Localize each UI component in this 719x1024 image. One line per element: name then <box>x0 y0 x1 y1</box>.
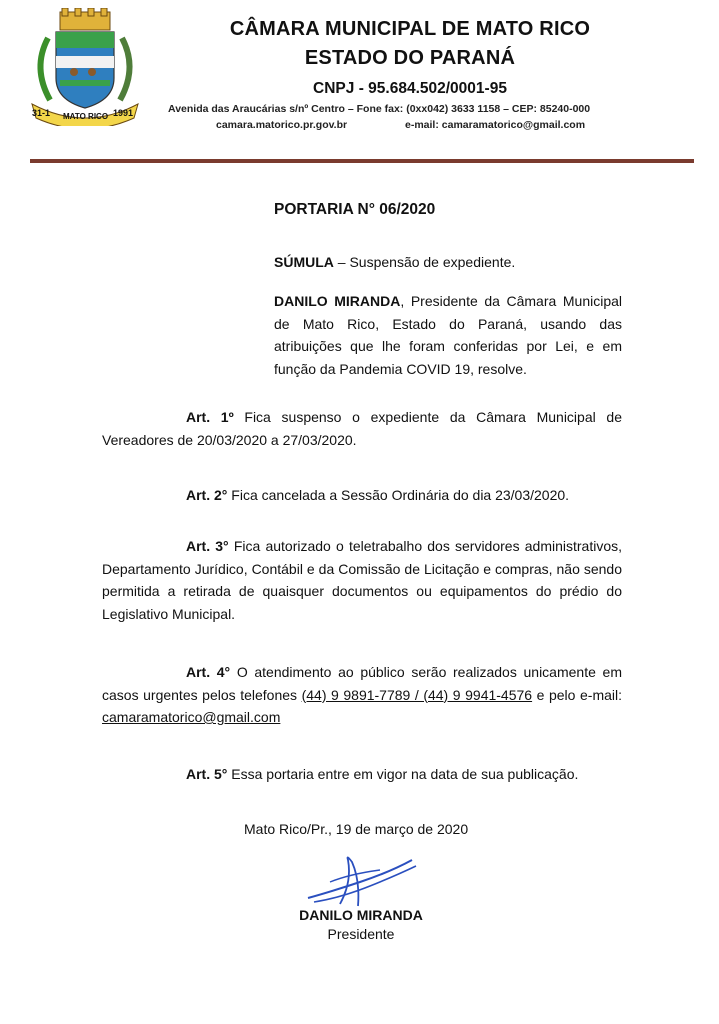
date-place: Mato Rico/Pr., 19 de março de 2020 <box>244 821 469 837</box>
article-4-text-a: O atendimento ao público serão realizados unicamente em casos urgentes pelos telefones <box>102 664 622 703</box>
preamble <box>274 290 622 380</box>
article-4-label: Art. 4° <box>186 664 231 680</box>
header-cnpj: CNPJ - 95.684.502/0001-95 <box>313 80 507 97</box>
sumula <box>274 251 624 274</box>
sumula-label: SÚMULA <box>274 254 334 270</box>
header-subtitle: ESTADO DO PARANÁ <box>304 47 516 69</box>
article-3 <box>102 535 622 625</box>
header-website: camara.matorico.pr.gov.br <box>216 119 348 131</box>
header-title: CÂMARA MUNICIPAL DE MATO RICO <box>229 18 591 40</box>
crest-ribbon-center: MATO RICO <box>63 112 109 121</box>
sumula-text: – Suspensão de expediente. <box>333 254 516 270</box>
article-1-text: Fica suspenso o expediente da Câmara Municipal de Vereadores de 20/03/2020 a 27/03/2020. <box>102 409 622 448</box>
handwritten-signature <box>300 852 420 910</box>
article-1-label: Art. 1º <box>186 409 234 425</box>
header-email: e-mail: camaramatorico@gmail.com <box>405 119 586 131</box>
article-5 <box>102 763 622 786</box>
article-3-text: Fica autorizado o teletrabalho dos servidores administrativos, Departamento Jurídico, Contábil e da Comissão de Licitação e compras, não sendo permitida a retirada de quaisquer documentos ou equipamentos do prédio do Legislativo Municipal. <box>102 538 622 622</box>
signer-name: DANILO MIRANDA <box>299 907 423 923</box>
article-4-phones[interactable]: (44) 9 9891-7789 / (44) 9 9941-4576 <box>301 686 533 703</box>
article-4-text-b: e pelo e-mail: <box>532 686 623 703</box>
article-4-email-link[interactable]: camaramatorico@gmail.com <box>102 709 281 725</box>
header-address: Avenida das Araucárias s/nº Centro – Fone fax: (0xx042) 3633 1158 – CEP: 85240-000 <box>168 103 591 115</box>
header-divider <box>30 159 694 163</box>
article-2-text: Fica cancelada a Sessão Ordinária do dia 23/03/2020. <box>227 487 570 503</box>
article-2 <box>102 484 622 507</box>
article-2-label: Art. 2° <box>186 487 228 503</box>
article-5-text: Essa portaria entre em vigor na data de sua publicação. <box>227 766 579 782</box>
article-5-label: Art. 5° <box>186 766 228 782</box>
document-title: PORTARIA N° 06/2020 <box>274 201 436 218</box>
signer-role: Presidente <box>327 926 395 942</box>
article-4 <box>102 661 622 729</box>
preamble-name: DANILO MIRANDA <box>274 293 401 309</box>
article-1 <box>102 406 622 451</box>
preamble-text: , Presidente da Câmara Municipal de Mato Rico, Estado do Paraná, usando das atribuições que lhe foram conferidas por Lei, e em função da Pandemia COVID 19, resolve. <box>274 293 623 377</box>
article-3-label: Art. 3° <box>186 538 229 554</box>
crest-ribbon-right: 1991 <box>113 108 134 118</box>
crest-ribbon-left: 31-1 <box>32 108 51 118</box>
